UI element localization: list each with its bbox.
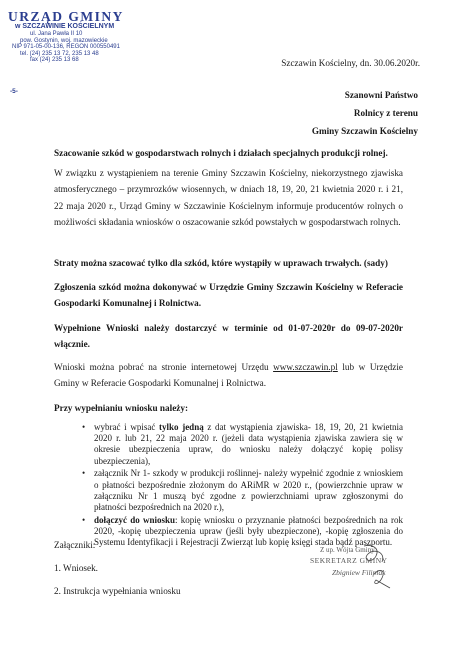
recipient-line-1: Szanowni Państwo	[344, 90, 418, 100]
attachment-item-1: 1. Wniosek.	[54, 563, 98, 573]
signature-title: SEKRETARZ GMINY	[310, 556, 388, 565]
signature-name: Zbigniew Filipiak	[332, 568, 386, 577]
body-paragraph-1: W związku z wystąpieniem na terenie Gminy Szczawin Kościelny, niekorzystnego zjawiska atmosferycznego – przymrozków wiosennych, w dniach 18, 19, 20, 21 kwietnia 2020 r. i 21, 22 maja 2020 r., Urząd Gminy w Szczawinie Kościelnym informuje producentów rolnych o możliwości składania wniosków o oszacowanie szkód powstałych w gospodarstwach rolnych.	[54, 168, 403, 228]
stamp-district: pow. Gostynin, woj. mazowieckie	[20, 37, 108, 44]
stamp-phone: tel. (24) 235 13 72, 235 13 48	[20, 50, 99, 57]
letter-date: Szczawin Kościelny, dn. 30.06.2020r.	[281, 58, 420, 68]
instructions-list	[54, 422, 403, 550]
losses-notice: Straty można szacować tylko dla szkód, które wystąpiły w uprawach trwałych. (sady)	[54, 258, 388, 268]
download-paragraph	[54, 359, 403, 392]
attachments-label: Załączniki:	[54, 540, 96, 550]
download-text-after: lub w Urzędzie Gminy w Referacie Gospodarki Komunalnej i Rolnictwa.	[54, 362, 403, 389]
office-stamp	[8, 9, 128, 95]
stamp-number: -5-	[10, 88, 18, 95]
stamp-tax-id: NIP 971-05-00-136, REGON 000550491	[12, 44, 120, 51]
stamp-office-name: URZĄD GMINY	[8, 9, 124, 24]
letter-subject: Szacowanie szkód w gospodarstwach rolnych i działach specjalnych produkcji rolnej.	[54, 148, 388, 158]
signature-stamp	[302, 544, 422, 596]
bullet-3-rest: : kopię wniosku o przyznanie płatności bezpośrednich na rok 2020, -kopię ubezpieczenia upraw (jeśli były ubezpieczone), -kopię zgłoszenia do Systemu Identyfikacji i Rejestracji Zwierząt lub kopię księgi stada bądź paszportu.	[94, 514, 404, 548]
stamp-office-location: w SZCZAWINIE KOŚCIELNYM	[15, 23, 115, 30]
stamp-fax: fax (24) 235 13 68	[30, 57, 79, 64]
list-item	[54, 422, 403, 467]
bullet-2-text: załącznik Nr 1- szkody w produkcji roślinnej- należy wypełnić zgodnie z wnioskiem o płatności bezpośrednie złożonym do ARiMR w 2020 r., (powierzchnie upraw w załączniku Nr 1 muszą być zgodne z powierzchniami upraw zgłoszonymi do płatności bezpośrednich na 2020 r.),	[94, 468, 403, 512]
deadline-notice: Wypełnione Wnioski należy dostarczyć w terminie od 01-07-2020r do 09-07-2020r włącznie.	[54, 323, 403, 350]
download-text-before: Wnioski można pobrać na stronie internetowej Urzędu	[54, 362, 274, 372]
recipient-line-2: Rolnicy z terenu	[353, 108, 418, 118]
bullet-1-emphasis: tylko jedną	[159, 422, 204, 432]
bullet-3-emphasis: dołączyć do wniosku	[94, 514, 176, 525]
website-link[interactable]: www.szczawin.pl	[273, 362, 338, 372]
filling-instructions-heading: Przy wypełnianiu wniosku należy:	[54, 403, 188, 413]
recipient-line-3: Gminy Szczawin Kościelny	[311, 126, 418, 136]
report-notice: Zgłoszenia szkód można dokonywać w Urzędzie Gminy Szczawin Kościelny w Referacie Gospodarki Komunalnej i Rolnictwa.	[54, 282, 403, 309]
signature-authority: Z up. Wójta Gminy	[320, 546, 375, 554]
bullet-1-rest: z dat wystąpienia zjawiska- 18, 19, 20, 21 kwietnia 2020 r. lub 21, 22 maja 2020 r. (jeżeli data wystąpienia zjawiska zawiera się w okresie ubezpieczenia upraw, do wniosku należy dołączyć kopię polisy ubezpieczenia),	[94, 422, 403, 466]
attachment-item-2: 2. Instrukcja wypełniania wniosku	[54, 586, 181, 596]
stamp-street: ul. Jana Pawła II 10	[30, 31, 83, 37]
bullet-1-text: wybrać i wpisać	[94, 422, 160, 432]
list-item	[54, 468, 403, 513]
